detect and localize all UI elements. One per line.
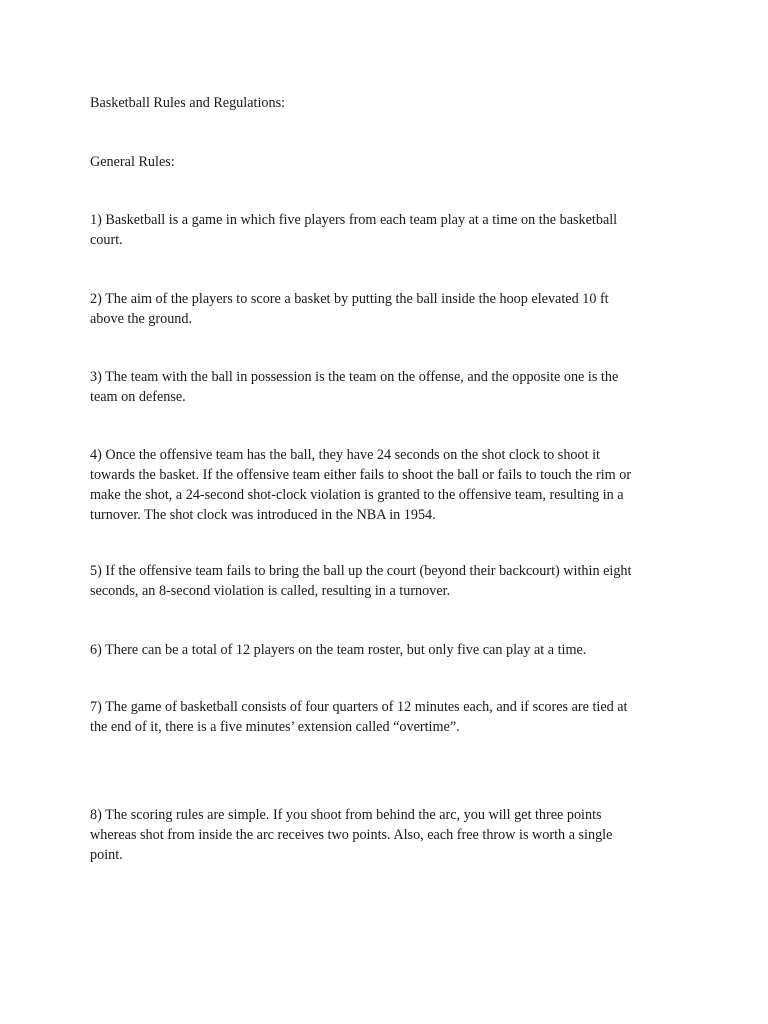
- rule-1-paragraph: 1) Basketball is a game in which five players from each team play at a time on the basketball court.: [90, 212, 618, 248]
- rule-7-paragraph: 7) The game of basketball consists of four quarters of 12 minutes each, and if scores are tied at the end of it, there is a five minutes’ extension called “overtime”.: [90, 699, 628, 735]
- rule-3-paragraph: 3) The team with the ball in possession is the team on the offense, and the opposite one is the team on defense.: [90, 369, 619, 405]
- rule-6-paragraph: 6) There can be a total of 12 players on the team roster, but only five can play at a time.: [90, 642, 587, 658]
- rule-8-paragraph: 8) The scoring rules are simple. If you shoot from behind the arc, you will get three points whereas shot from inside the arc receives two points. Also, each free throw is worth a single point.: [90, 807, 613, 863]
- document-title: Basketball Rules and Regulations:: [90, 95, 286, 111]
- section-heading: General Rules:: [90, 154, 175, 170]
- rule-4-paragraph: 4) Once the offensive team has the ball, they have 24 seconds on the shot clock to shoot it towards the basket. If the offensive team either fails to shoot the ball or fails to touch the rim or make the shot, a 24-second shot-clock violation is granted to the offensive team, resulting in a turnover. The shot clock was introduced in the NBA in 1954.: [90, 447, 632, 523]
- rule-2-paragraph: 2) The aim of the players to score a basket by putting the ball inside the hoop elevated 10 ft above the ground.: [90, 291, 609, 327]
- rule-5-paragraph: 5) If the offensive team fails to bring the ball up the court (beyond their backcourt) within eight seconds, an 8-second violation is called, resulting in a turnover.: [90, 563, 632, 599]
